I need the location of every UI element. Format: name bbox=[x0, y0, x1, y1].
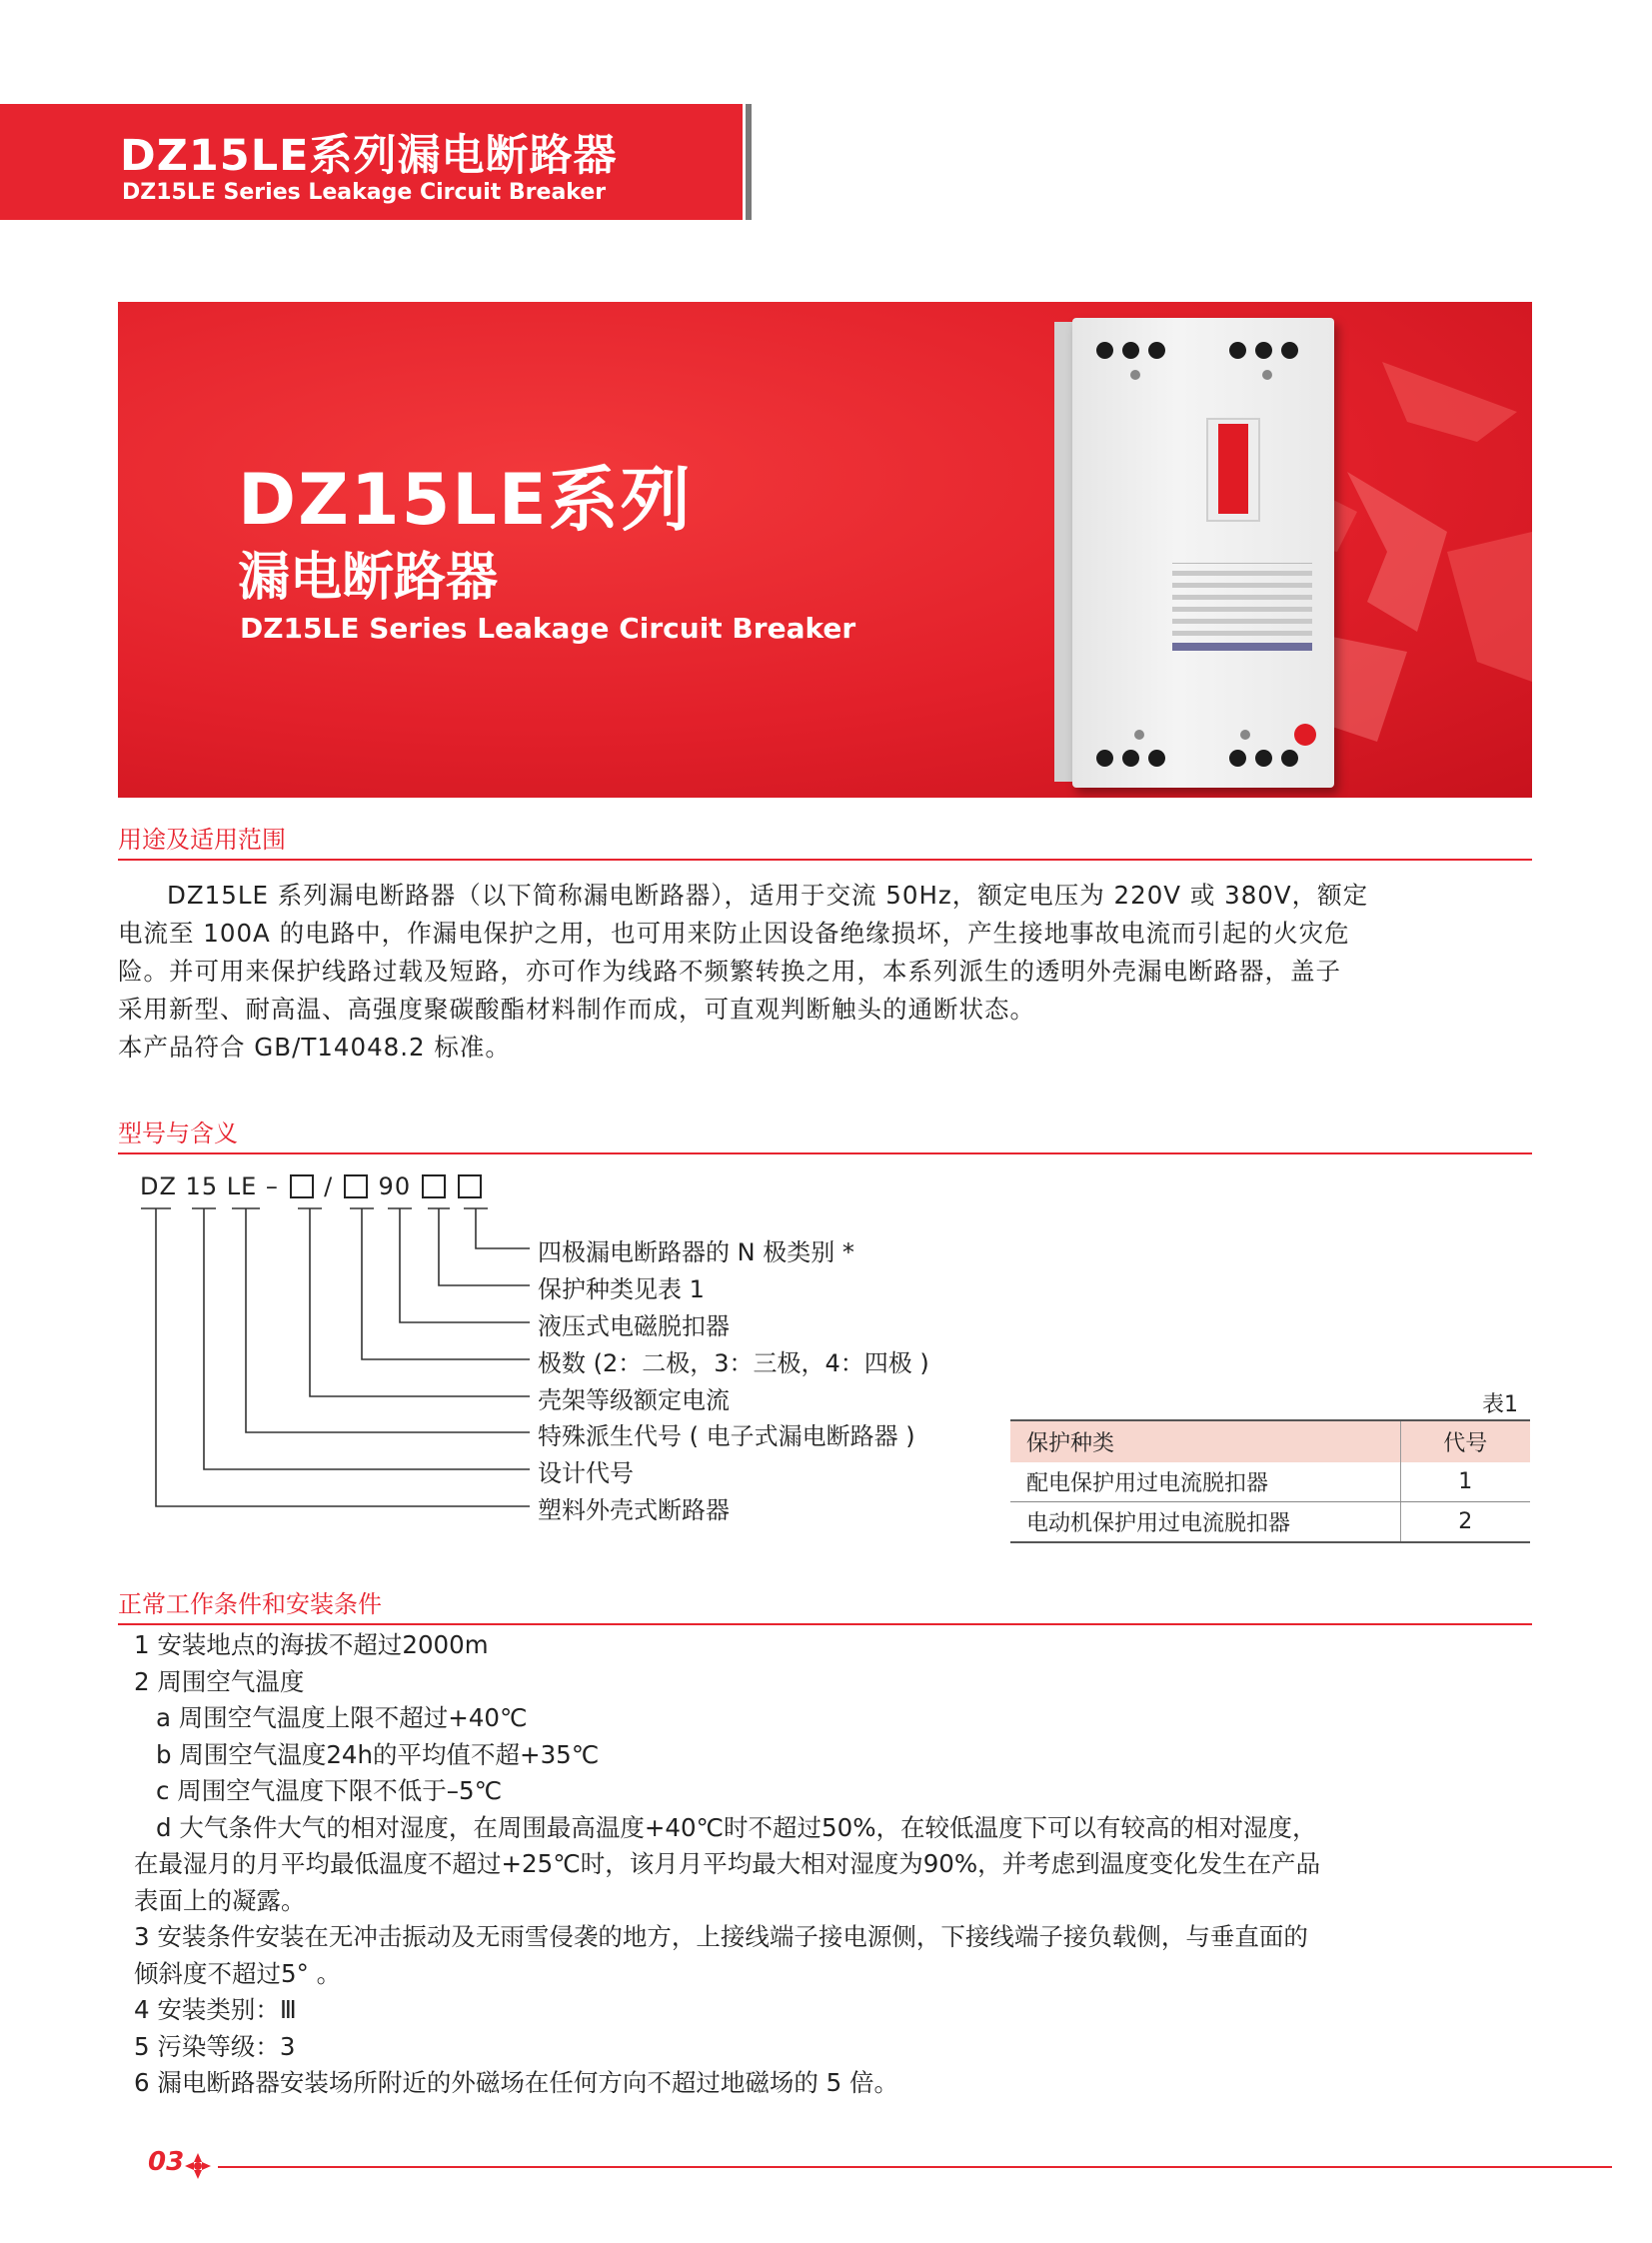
breaker-product-image bbox=[1072, 318, 1334, 788]
usage-line-5: 本产品符合 GB/T14048.2 标准。 bbox=[118, 1033, 511, 1062]
condition-line: 6 漏电断路器安装场所附近的外磁场在任何方向不超过地磁场的 5 倍。 bbox=[134, 2068, 899, 2097]
model-label-design-code: 设计代号 bbox=[538, 1459, 634, 1487]
banner-title-line2: 漏电断路器 bbox=[238, 548, 499, 608]
usage-paragraph bbox=[118, 877, 1532, 1067]
table-header-type: 保护种类 bbox=[1010, 1420, 1400, 1462]
model-label-poles: 极数 (2：二极，3：三极，4：四极 ) bbox=[538, 1349, 929, 1377]
condition-line: d 大气条件大气的相对湿度，在周围最高温度+40℃时不超过50%，在较低温度下可以有较高的相对湿度， bbox=[156, 1812, 1317, 1842]
table-cell: 1 bbox=[1400, 1462, 1530, 1502]
model-label-hydraulic: 液压式电磁脱扣器 bbox=[538, 1312, 730, 1340]
model-code-mid: 90 bbox=[378, 1172, 412, 1200]
table-cell: 电动机保护用过电流脱扣器 bbox=[1010, 1502, 1400, 1543]
section-heading-model: 型号与含义 bbox=[118, 1114, 1532, 1154]
section-heading-conditions: 正常工作条件和安装条件 bbox=[118, 1584, 1532, 1625]
table-header-row bbox=[1010, 1420, 1530, 1462]
table-header-code: 代号 bbox=[1400, 1420, 1530, 1462]
placeholder-box bbox=[458, 1174, 482, 1198]
model-label-n-pole: 四极漏电断路器的 N 极类别 * bbox=[538, 1238, 854, 1266]
table-row bbox=[1010, 1462, 1530, 1502]
page-number: 03 bbox=[148, 2147, 185, 2177]
placeholder-box bbox=[290, 1174, 314, 1198]
banner-title-en: DZ15LE Series Leakage Circuit Breaker bbox=[240, 612, 856, 645]
banner-title: DZ15LE系列 bbox=[238, 459, 693, 541]
breaker-toggle bbox=[1206, 418, 1260, 522]
model-label-derivative: 特殊派生代号 ( 电子式漏电断路器 ) bbox=[538, 1422, 915, 1450]
usage-line-2: 电流至 100A 的电路中，作漏电保护之用，也可用来防止因设备绝缘损坏，产生接地事故电流而引起的火灾危 bbox=[118, 919, 1350, 948]
test-button-image bbox=[1294, 724, 1316, 746]
model-code-sep: / bbox=[324, 1172, 334, 1200]
table-row bbox=[1010, 1502, 1530, 1543]
protection-type-table bbox=[1010, 1419, 1530, 1543]
model-code-prefix: DZ 15 LE – bbox=[140, 1172, 279, 1200]
condition-line: 表面上的凝露。 bbox=[134, 1885, 306, 1915]
placeholder-box bbox=[422, 1174, 446, 1198]
condition-line: 3 安装条件安装在无冲击振动及无雨雪侵袭的地方，上接线端子接电源侧，下接线端子接负载侧，与垂直面的 bbox=[134, 1922, 1308, 1951]
brand-logo-icon bbox=[183, 2151, 213, 2181]
placeholder-box bbox=[344, 1174, 368, 1198]
breaker-nameplate bbox=[1172, 563, 1312, 683]
model-code bbox=[140, 1172, 484, 1200]
model-label-protection: 保护种类见表 1 bbox=[538, 1275, 705, 1303]
table-caption: 表1 bbox=[1482, 1392, 1518, 1417]
header-divider bbox=[746, 104, 752, 220]
header-subtitle: DZ15LE Series Leakage Circuit Breaker bbox=[122, 180, 607, 205]
product-banner bbox=[118, 302, 1532, 798]
usage-line-1: DZ15LE 系列漏电断路器（以下简称漏电断路器），适用于交流 50Hz，额定电压为 220V 或 380V，额定 bbox=[167, 881, 1369, 910]
usage-line-4: 采用新型、耐高温、高强度聚碳酸酯材料制作而成，可直观判断触头的通断状态。 bbox=[118, 995, 1035, 1024]
table-cell: 2 bbox=[1400, 1502, 1530, 1543]
condition-line: 4 安装类别：Ⅲ bbox=[134, 1995, 297, 2024]
header-title: DZ15LE系列漏电断路器 bbox=[120, 131, 618, 181]
footer-rule bbox=[218, 2166, 1612, 2168]
model-label-frame-current: 壳架等级额定电流 bbox=[538, 1386, 730, 1414]
condition-line: a 周围空气温度上限不超过+40℃ bbox=[156, 1703, 528, 1732]
table-cell: 配电保护用过电流脱扣器 bbox=[1010, 1462, 1400, 1502]
model-label-molded-case: 塑料外壳式断路器 bbox=[538, 1496, 730, 1524]
condition-line: 在最湿月的月平均最低温度不超过+25℃时，该月月平均最大相对湿度为90%，并考虑到温度变化发生在产品 bbox=[134, 1849, 1321, 1878]
condition-line: b 周围空气温度24h的平均值不超+35℃ bbox=[156, 1739, 600, 1769]
condition-line: 5 污染等级：3 bbox=[134, 2031, 296, 2061]
condition-line: 2 周围空气温度 bbox=[134, 1666, 305, 1696]
section-heading-usage: 用途及适用范围 bbox=[118, 820, 1532, 861]
condition-line: 倾斜度不超过5° 。 bbox=[134, 1958, 342, 1988]
condition-line: 1 安装地点的海拔不超过2000m bbox=[134, 1630, 489, 1659]
conditions-list bbox=[134, 1627, 1533, 2102]
condition-line: c 周围空气温度下限不低于–5℃ bbox=[156, 1776, 503, 1805]
usage-line-3: 险。并可用来保护线路过载及短路，亦可作为线路不频繁转换之用，本系列派生的透明外壳漏电断路器，盖子 bbox=[118, 957, 1341, 986]
